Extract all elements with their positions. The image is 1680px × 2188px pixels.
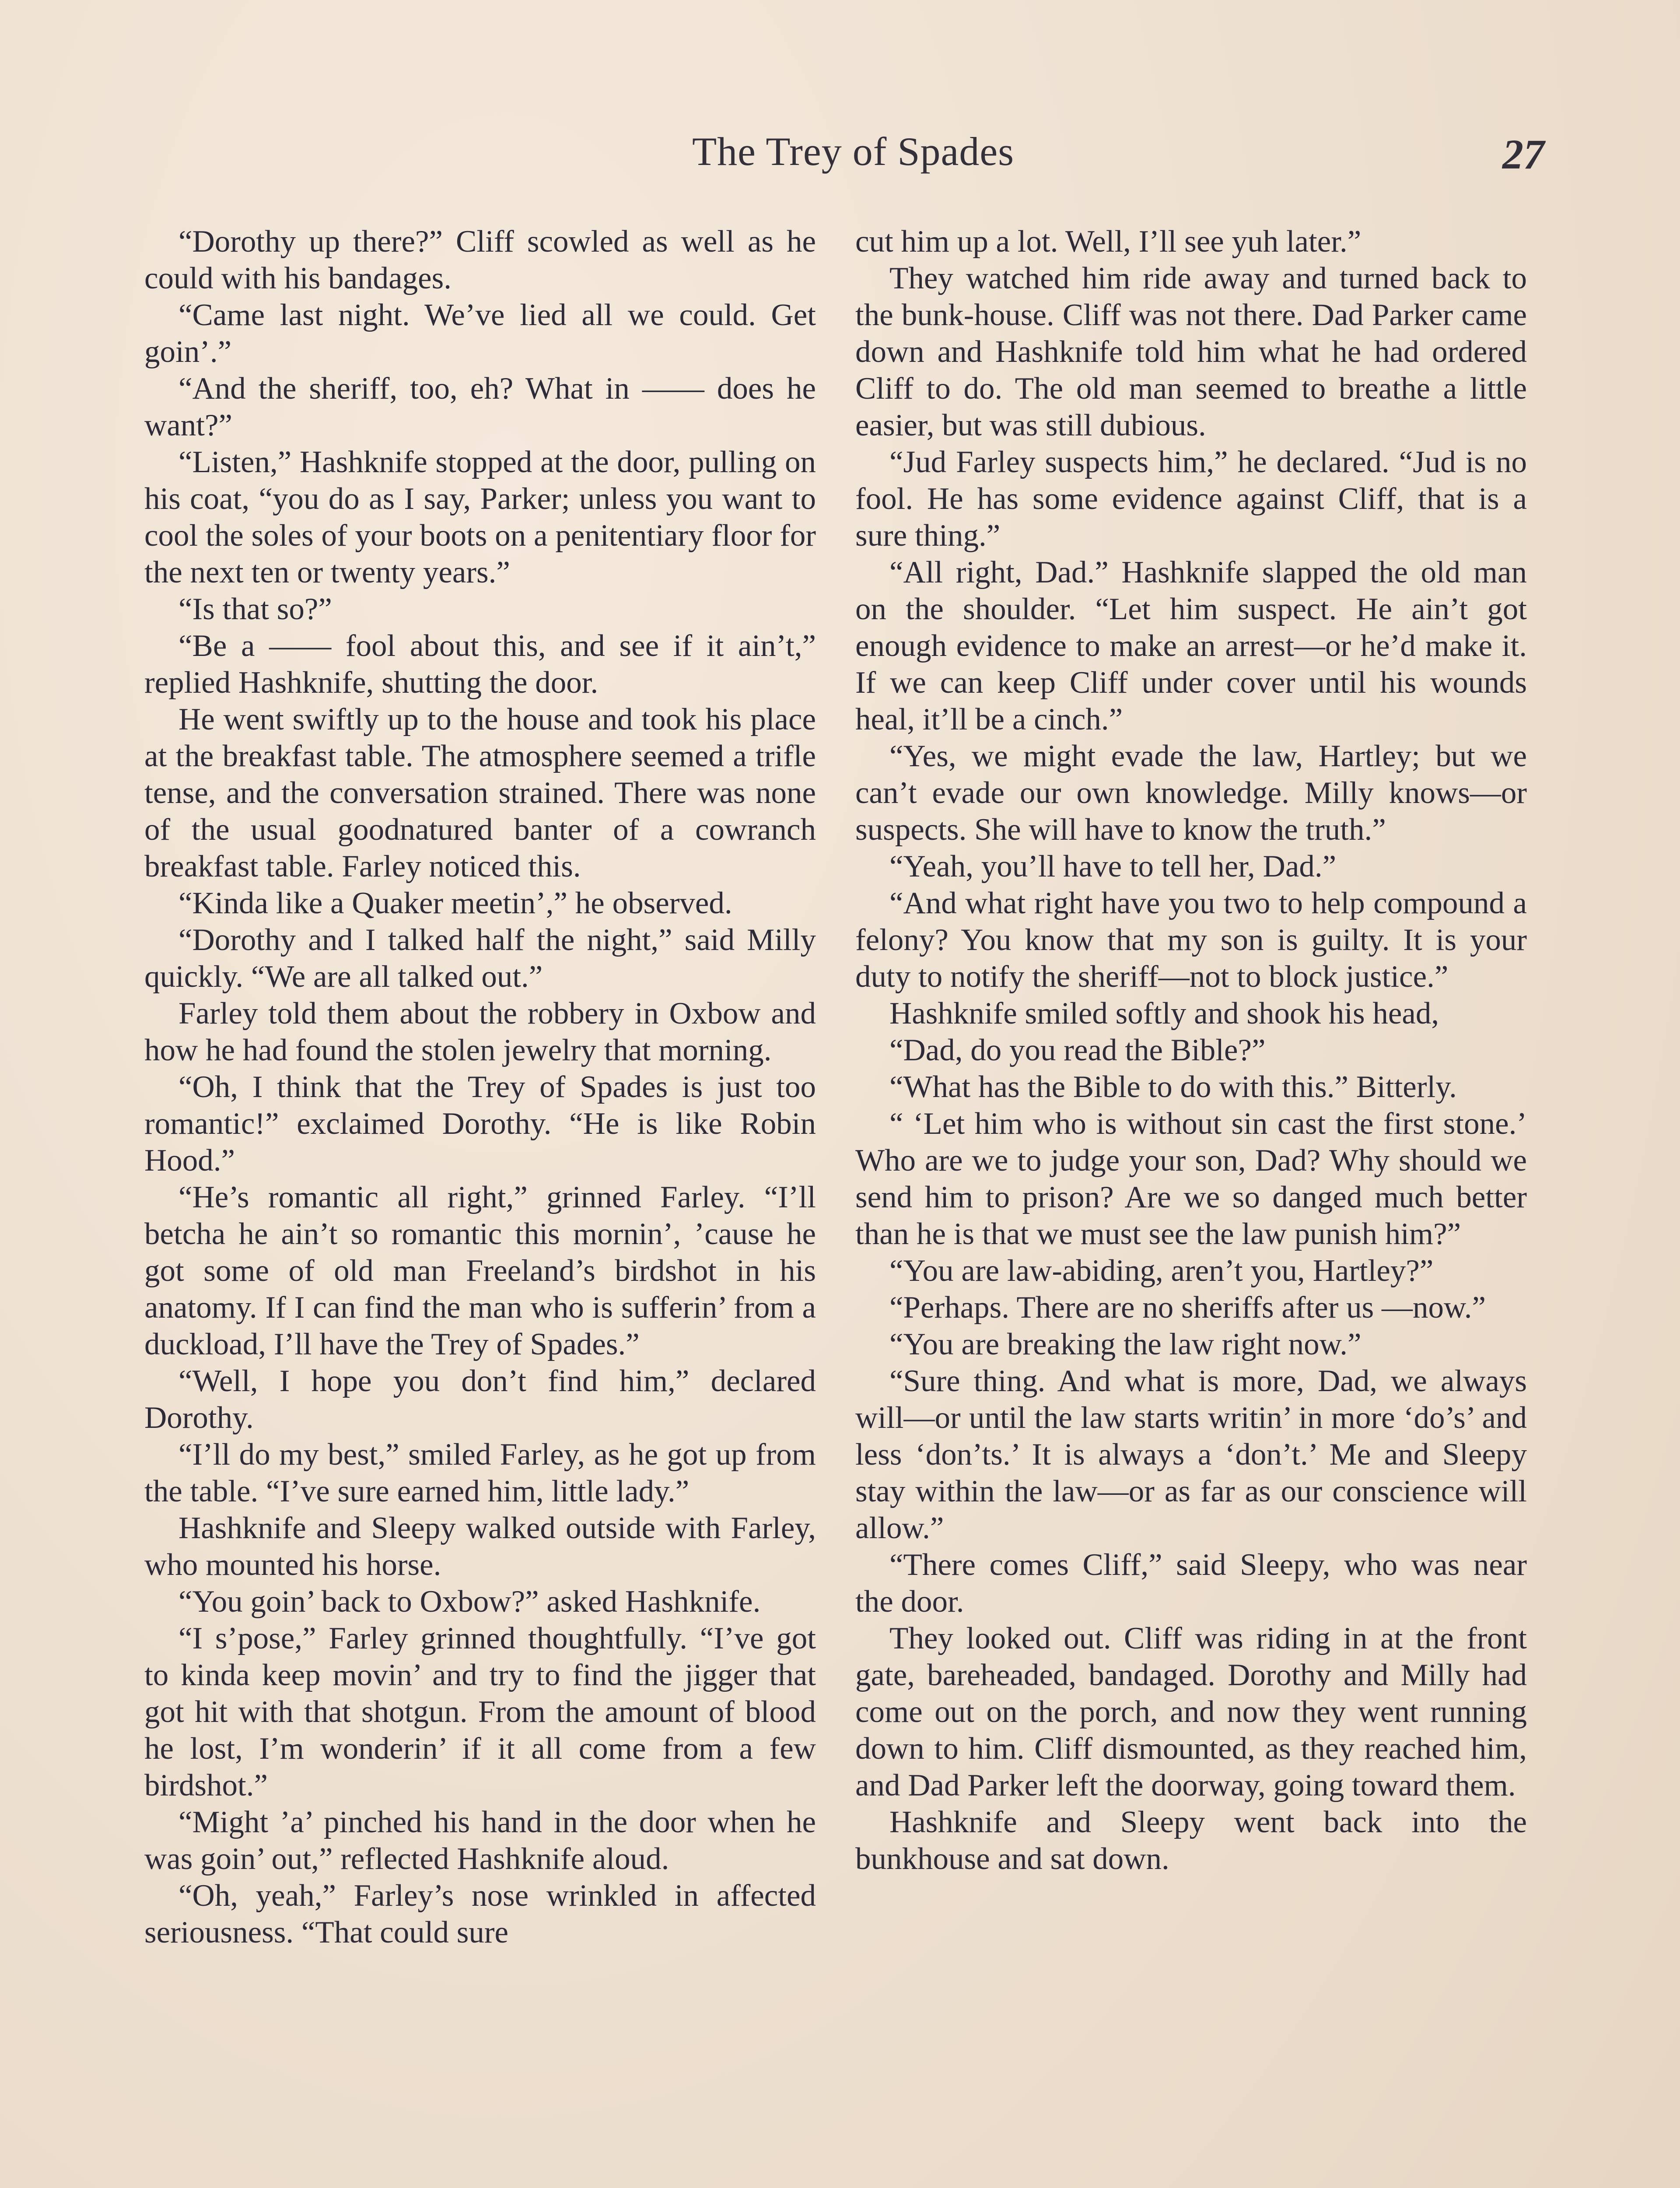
paragraph: “Dorothy and I talked half the night,” said Milly quickly. “We are all talked out.” bbox=[144, 923, 816, 994]
running-title: The Trey of Spades bbox=[692, 129, 1015, 174]
paragraph: Hashknife and Sleepy went back into the bunkhouse and sat down. bbox=[855, 1805, 1527, 1876]
paragraph: “Oh, I think that the Trey of Spades is just too romantic!” exclaimed Dorothy. “He is like Robin Hood.” bbox=[144, 1070, 816, 1178]
paragraph: “What has the Bible to do with this.” Bitterly. bbox=[889, 1070, 1457, 1104]
paragraph: Farley told them about the robbery in Oxbow and how he had found the stolen jewelry that morning. bbox=[144, 996, 816, 1067]
paragraph: “Is that so?” bbox=[178, 592, 332, 626]
paragraph: Hashknife smiled softly and shook his head, bbox=[889, 996, 1439, 1031]
paragraph: “And what right have you two to help compound a felony? You know that my son is guilty. It is your duty to notify the sheriff—not to block justice.” bbox=[855, 886, 1527, 994]
paragraph: “He’s romantic all right,” grinned Farley. “I’ll betcha he ain’t so romantic this mornin’, ’cause he got some of old man Freeland’s birdshot in his anatomy. If I can find the man who is sufferin’ from a duckload, I’ll have the Trey of Spades.” bbox=[144, 1180, 816, 1361]
paragraph: “Yes, we might evade the law, Hartley; but we can’t evade our own knowledge. Milly knows—or suspects. She will have to know the truth.” bbox=[855, 739, 1527, 847]
right-text-column bbox=[855, 223, 1527, 1877]
paragraph: “You goin’ back to Oxbow?” asked Hashknife. bbox=[178, 1585, 761, 1619]
paragraph: “Well, I hope you don’t find him,” declared Dorothy. bbox=[144, 1364, 816, 1435]
left-text-column bbox=[144, 223, 816, 1951]
paragraph: He went swiftly up to the house and took his place at the breakfast table. The atmosphere seemed a trifle tense, and the conversation strained. There was none of the usual goodnatured banter of a cowranch breakfast table. Farley noticed this. bbox=[144, 702, 816, 884]
paragraph: They watched him ride away and turned back to the bunk-house. Cliff was not there. Dad Parker came down and Hashknife told him what he had ordered Cliff to do. The old man seemed to breathe a little easier, but was still dubious. bbox=[855, 261, 1527, 442]
paragraph: “You are breaking the law right now.” bbox=[889, 1327, 1362, 1361]
paragraph: “And the sheriff, too, eh? What in —— does he want?” bbox=[144, 372, 816, 442]
paragraph: They looked out. Cliff was riding in at the front gate, bareheaded, bandaged. Dorothy and Milly had come out on the porch, and now they went running down to him. Cliff dismounted, as they reached him, and Dad Parker left the doorway, going toward them. bbox=[855, 1621, 1527, 1802]
paragraph: “Dad, do you read the Bible?” bbox=[889, 1033, 1266, 1067]
paragraph: “Yeah, you’ll have to tell her, Dad.” bbox=[889, 849, 1337, 884]
paragraph: “Perhaps. There are no sheriffs after us —now.” bbox=[889, 1290, 1486, 1325]
paragraph: “Jud Farley suspects him,” he declared. “Jud is no fool. He has some evidence against Cliff, that is a sure thing.” bbox=[855, 445, 1527, 553]
paragraph: “All right, Dad.” Hashknife slapped the old man on the shoulder. “Let him suspect. He ain’t got enough evidence to make an arrest—or he’d make it. If we can keep Cliff under cover until his wounds heal, it’ll be a cinch.” bbox=[855, 555, 1527, 736]
paragraph: “Be a —— fool about this, and see if it ain’t,” replied Hashknife, shutting the door. bbox=[144, 629, 816, 700]
paragraph: “Oh, yeah,” Farley’s nose wrinkled in affected seriousness. “That could sure bbox=[144, 1879, 816, 1950]
paragraph: “Listen,” Hashknife stopped at the door, pulling on his coat, “you do as I say, Parker; unless you want to cool the soles of your boots on a penitentiary floor for the next ten or twenty years.” bbox=[144, 445, 816, 589]
paragraph: “Sure thing. And what is more, Dad, we always will—or until the law starts writin’ in more ‘do’s’ and less ‘don’ts.’ It is always a ‘don’t.’ Me and Sleepy stay within the law—or as far as our conscience will allow.” bbox=[855, 1364, 1527, 1545]
page-number: 27 bbox=[1502, 131, 1544, 178]
paragraph: “I s’pose,” Farley grinned thoughtfully. “I’ve got to kinda keep movin’ and try to find the jigger that got hit with that shotgun. From the amount of blood he lost, I’m wonderin’ if it all come from a few birdshot.” bbox=[144, 1621, 816, 1802]
paragraph: “Kinda like a Quaker meetin’,” he observed. bbox=[178, 886, 732, 920]
paragraph: “You are law-abiding, aren’t you, Hartley?” bbox=[889, 1254, 1434, 1288]
paragraph: “There comes Cliff,” said Sleepy, who was near the door. bbox=[855, 1548, 1527, 1619]
paragraph-continuation: cut him up a lot. Well, I’ll see yuh later.” bbox=[855, 224, 1362, 259]
paragraph: “Came last night. We’ve lied all we could. Get goin’.” bbox=[144, 298, 816, 369]
paragraph: “I’ll do my best,” smiled Farley, as he got up from the table. “I’ve sure earned him, little lady.” bbox=[144, 1438, 816, 1508]
paragraph: “Dorothy up there?” Cliff scowled as well as he could with his bandages. bbox=[144, 224, 816, 295]
paragraph: “Might ’a’ pinched his hand in the door when he was goin’ out,” reflected Hashknife aloud. bbox=[144, 1805, 816, 1876]
paragraph: “ ‘Let him who is without sin cast the first stone.’ Who are we to judge your son, Dad? Why should we send him to prison? Are we so danged much better than he is that we must see the law punish him?” bbox=[855, 1107, 1527, 1251]
paragraph: Hashknife and Sleepy walked outside with Farley, who mounted his horse. bbox=[144, 1511, 816, 1582]
